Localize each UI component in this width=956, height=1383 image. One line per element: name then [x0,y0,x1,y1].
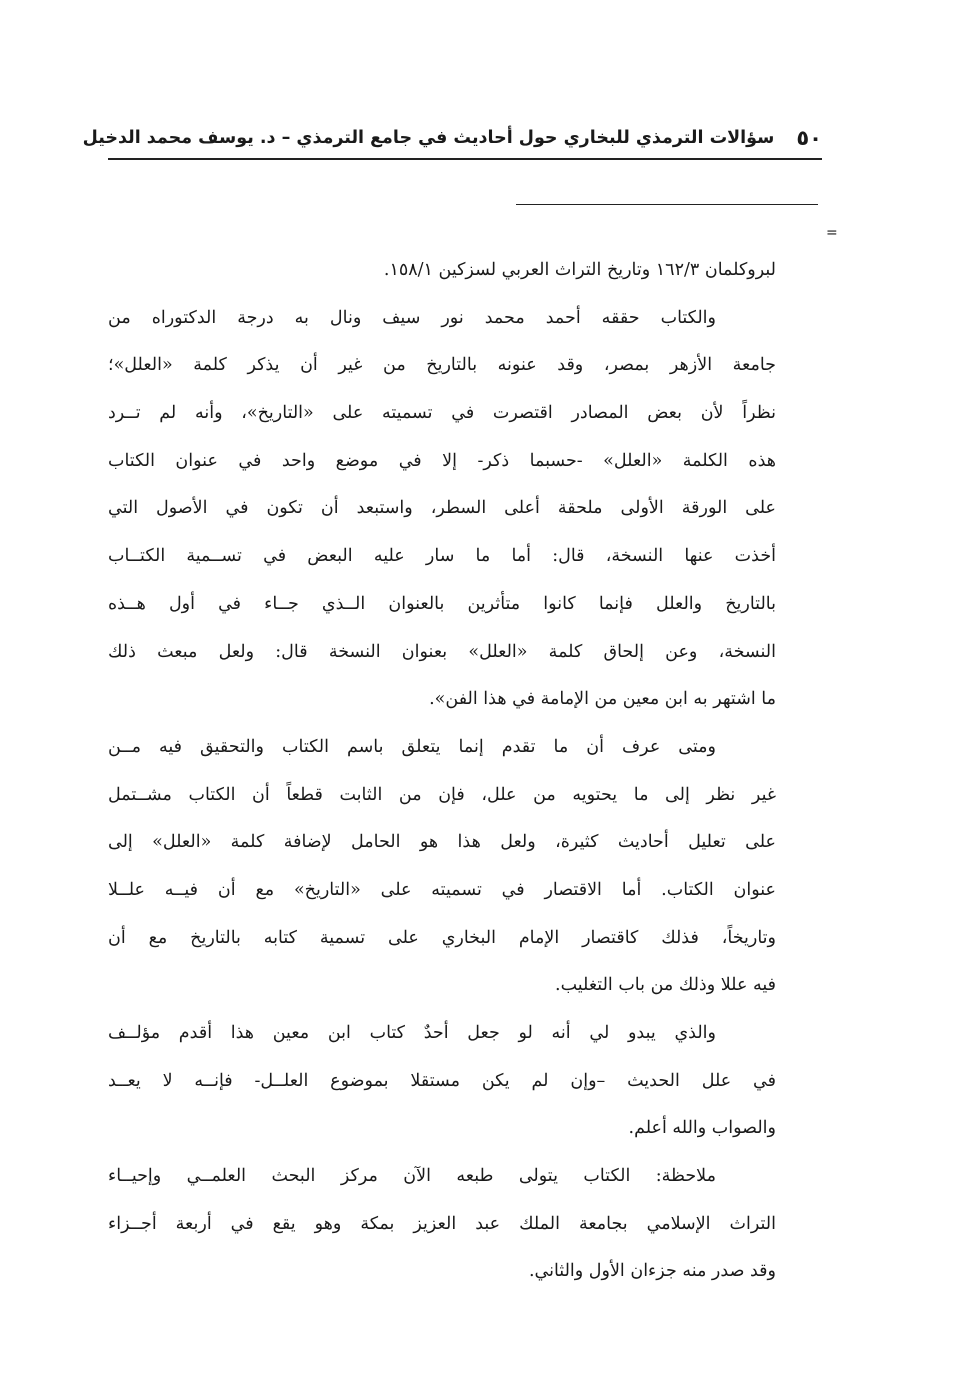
text-line: أخذت عنها النسخة، قال: أما ما سار عليه البعض في تســمية الكتــاب [108,546,776,567]
text-line: عنوان الكتاب. أما الاقتصار في تسميته على «التاريخ» مع أن فيــه علــلا [108,879,776,900]
text-line: وتاريخاً، فذلك كاقتصار الإمام البخاري على تسمية كتابه بالتاريخ مع أن [108,927,776,948]
text-line: والصواب والله أعلم. [628,1118,776,1139]
text-line: غير نظر إلى ما يحتويه من علل، فإن من الثابت قطعاً أن الكتاب مشــتمل [108,784,776,805]
text-line: التراث الإسلامي بجامعة الملك عبد العزيز بمكة وهو يقع في أربعة أجــزاء [108,1213,776,1234]
footnote-body [108,247,776,1296]
continuation-mark: = [826,225,838,241]
footnote-separator-rule [516,204,818,205]
page-header [82,118,822,160]
text-line: هذه الكلمة «العلل» -حسبما ذكر- إلا في موضع واحد في عنوان الكتاب [108,450,776,471]
text-line: على تعليل أحاديث كثيرة، ولعل هذا هو الحامل لإضافة كلمة «العلل» إلى [108,832,776,853]
text-line: نظراً لأن بعض المصادر اقتصرت في تسميته على «التاريخ»، وأنه لم تــرد [108,403,776,424]
text-line: ومتى عرف أن ما تقدم إنما يتعلق باسم الكتاب والتحقيق فيه مــن [108,736,716,757]
text-line: والكتاب حققه أحمد محمد نور سيف ونال به درجة الدكتوراه من [108,307,716,328]
text-line: والذي يبدو لي أنه لو جعل أحدٌ كتاب ابن معين هذا أقدم مؤلــف [108,1023,716,1043]
text-line: بالتاريخ والعلل فإنما كانوا متأثرين بالعنوان الــذي جــاء في أول هــذه [108,593,776,614]
text-line: ما اشتهر به ابن معين من الإمامة في هذا الفن». [429,689,776,710]
text-line: فيه عللا وذلك من باب التغليب. [555,975,776,996]
running-title: سؤالات الترمذي للبخاري حول أحاديث في جامع الترمذي – د. يوسف محمد الدخيل [82,128,775,148]
text-line: في علل الحديث –وإن لم يكن مستقلا بموضوع العلــل- فإنــه لا يعــد [108,1070,776,1091]
text-line: جامعة الأزهر بمصر، وقد عنونه بالتاريخ من غير أن يذكر كلمة «العلل»؛ [108,355,776,376]
text-line: لبروكلمان ١٦٢/٣ وتاريخ التراث العربي لسزكين ١٥٨/١. [383,260,776,280]
page-number: ٥٠ [796,126,822,150]
text-line: النسخة، وعن إلحاق كلمة «العلل» بعنوان النسخة قال: ولعل مبعث ذلك [108,641,776,662]
text-line: وقد صدر منه جزءان الأول والثاني. [528,1261,776,1282]
text-line: على الورقة الأولى ملحقة أعلى السطر، واستبعد أن تكون في الأصول التي [108,498,776,519]
text-line: ملاحظة: الكتاب يتولى طبعه الآن مركز البحث العلمــي وإحيــاء [108,1166,716,1187]
